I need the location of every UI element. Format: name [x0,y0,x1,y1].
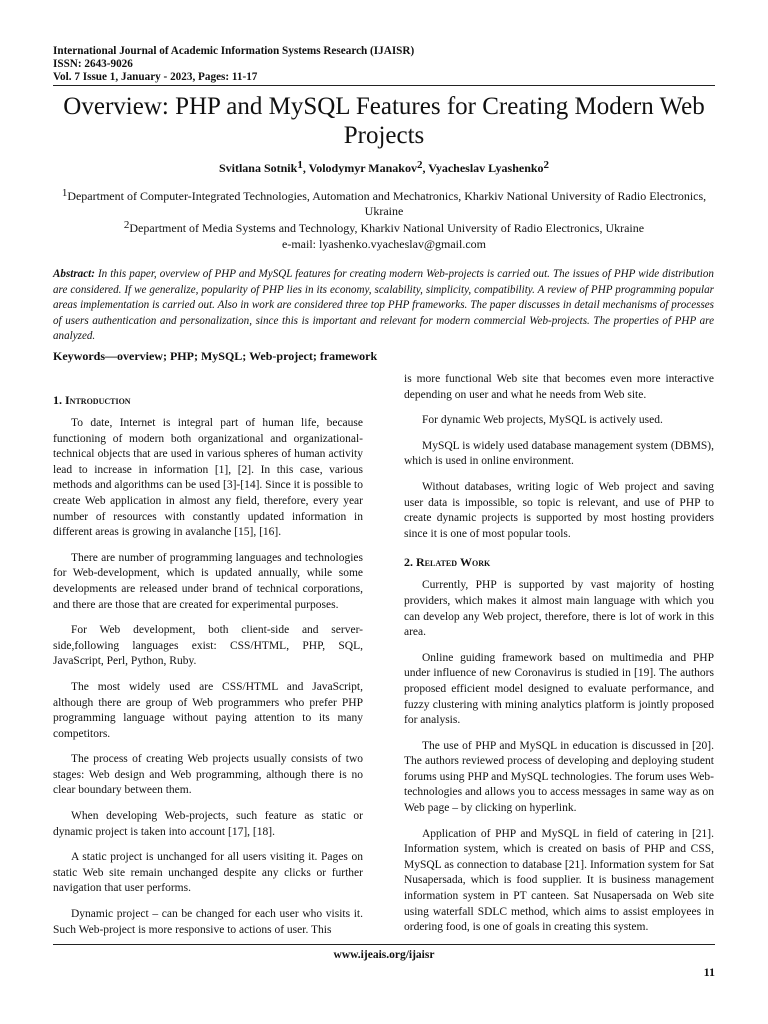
contact-email: e-mail: lyashenko.vyacheslav@gmail.com [282,237,486,251]
paragraph: The process of creating Web projects usually consists of two stages: Web design and Web programming, although there is no clear boundary between them. [53,753,363,797]
footer-url: www.ijeais.org/ijaisr [333,949,435,961]
page-number: 11 [703,965,715,979]
paragraph: Without databases, writing logic of Web project and saving user data is impossible, so topic is relevant, and use of PHP to create dynamic projects is supported by most hosting providers since it is one of most popular tools. [404,480,714,540]
author-separator: , [302,161,309,175]
paragraph: When developing Web-projects, such feature as static or dynamic project is taken into account [17], [18]. [53,810,363,838]
affiliation-number: 1 [61,187,68,199]
paragraph: is more functional Web site that becomes even more interactive depending on user and what he needs from Web site. [404,373,714,401]
paragraph: The most widely used are CSS/HTML and JavaScript, although there are group of Web programmers who prefer PHP programming language without paying attention to its many competitors. [53,680,363,740]
author-affiliation-number: 2 [543,159,550,171]
paragraph: For Web development, both client-side and server-side,following languages exist: CSS/HTML, PHP, SQL, JavaScript, Perl, Python, Ruby. [53,624,363,668]
journal-name: International Journal of Academic Information Systems Research (IJAISR) [53,45,415,57]
paragraph: Dynamic project – can be changed for each user who visits it. Such Web-project is more responsive to actions of user. This [53,908,363,936]
journal-issn: ISSN: 2643-9026 [53,58,133,70]
section-heading-related-work: 2. Related Work [404,555,491,570]
right-column [404,372,714,946]
author-affiliation-number: 2 [416,159,423,171]
author-name: Vyacheslav Lyashenko [428,161,544,175]
journal-header [53,45,414,84]
affiliation-text: Department of Computer-Integrated Technologies, Automation and Mechatronics, Kharkiv National University of Radio Electronics, Ukraine [67,189,707,218]
section-heading-introduction: 1. Introduction [53,393,131,407]
paragraph: Currently, PHP is supported by vast majority of hosting providers, which makes it almost main language with which you can develop any Web project, therefore, there is lot of work in this area. [404,579,714,639]
abstract [53,267,714,345]
paragraph: A static project is unchanged for all users visiting it. Pages on static Web site remain unchanged despite any clicks or further navigation that user performs. [53,851,363,895]
journal-volume: Vol. 7 Issue 1, January - 2023, Pages: 11-17 [53,71,258,83]
affiliation-2 [60,221,708,236]
affiliation-text: Department of Media Systems and Technology, Kharkiv National University of Radio Electronics, Ukraine [129,221,645,235]
paragraph: For dynamic Web projects, MySQL is actively used. [422,414,663,427]
paragraph: There are number of programming languages and technologies for Web-development, which is updated annually, while some developments are released under brand of technical corporations, and there are those that are created for experimental purposes. [53,551,363,611]
author-separator: , [422,161,429,175]
keywords: Keywords—overview; PHP; MySQL; Web-project; framework [53,349,378,363]
author-affiliation-number: 1 [297,159,303,171]
footer-rule [53,944,715,945]
affiliation-1 [60,189,708,218]
author-name: Volodymyr Manakov [308,161,417,175]
paragraph: To date, Internet is integral part of human life, because functioning of modern both organizational and organizational-technical objects that are used in various spheres of human activity lead to increase in information [1], [2]. In this case, various methods and algorithms can be used [3]-[14]. Since it is possible to create Web application in almost any field, therefore, every year number of resources with constantly updated information in different areas is growing in avalanche [15], [16]. [53,417,363,539]
left-column [53,372,363,948]
affiliation-number: 2 [123,219,130,231]
paper-title: Overview: PHP and MySQL Features for Creating Modern Web Projects [63,93,705,149]
abstract-label: Abstract: [53,268,95,280]
author-name: Svitlana Sotnik [218,161,298,175]
paragraph: The use of PHP and MySQL in education is discussed in [20]. The authors reviewed process of developing and deploying student forums using PHP and MySQL technologies. The forum uses Web-technologies and allows you to access messages in same way as on Web page – by clicking on hyperlink. [404,739,714,815]
abstract-text: In this paper, overview of PHP and MySQL features for creating modern Web-projects is carried out. The issues of PHP wide distribution are considered. If we generalize, popularity of PHP lies in its economy, scalability, simplicity, compatibility. A review of PHP programming popular areas implementation is carried out. Also in work are considered three top PHP frameworks. The paper discusses in detail mechanisms of processes of users authentication and personalization, since this is important and relevant for modern commercial Web-projects. The properties of PHP are analyzed. [53,268,714,342]
author-list [40,160,728,176]
paragraph: Application of PHP and MySQL in field of catering in [21]. Information system, which is created on basis of PHP and CSS, MySQL as connection to database [21]. Information system for Sat Nusapersada, which is food supplier. It is business management information system in PT canteen. Sat Nusapersada on Web site using waterfall SDLC method, which aims to assist employees in ordering food, is one of goals in creating this system. [404,827,714,934]
paragraph: MySQL is widely used database management system (DBMS), which is used in online environment. [404,439,714,468]
paragraph: Online guiding framework based on multimedia and PHP under influence of new Coronavirus is studied in [19]. The authors proposed efficient model designed to evaluate performance, and fuzzy clustering with mining analytics platform is jointly proposed for analysis. [404,651,714,727]
header-rule [53,85,715,86]
